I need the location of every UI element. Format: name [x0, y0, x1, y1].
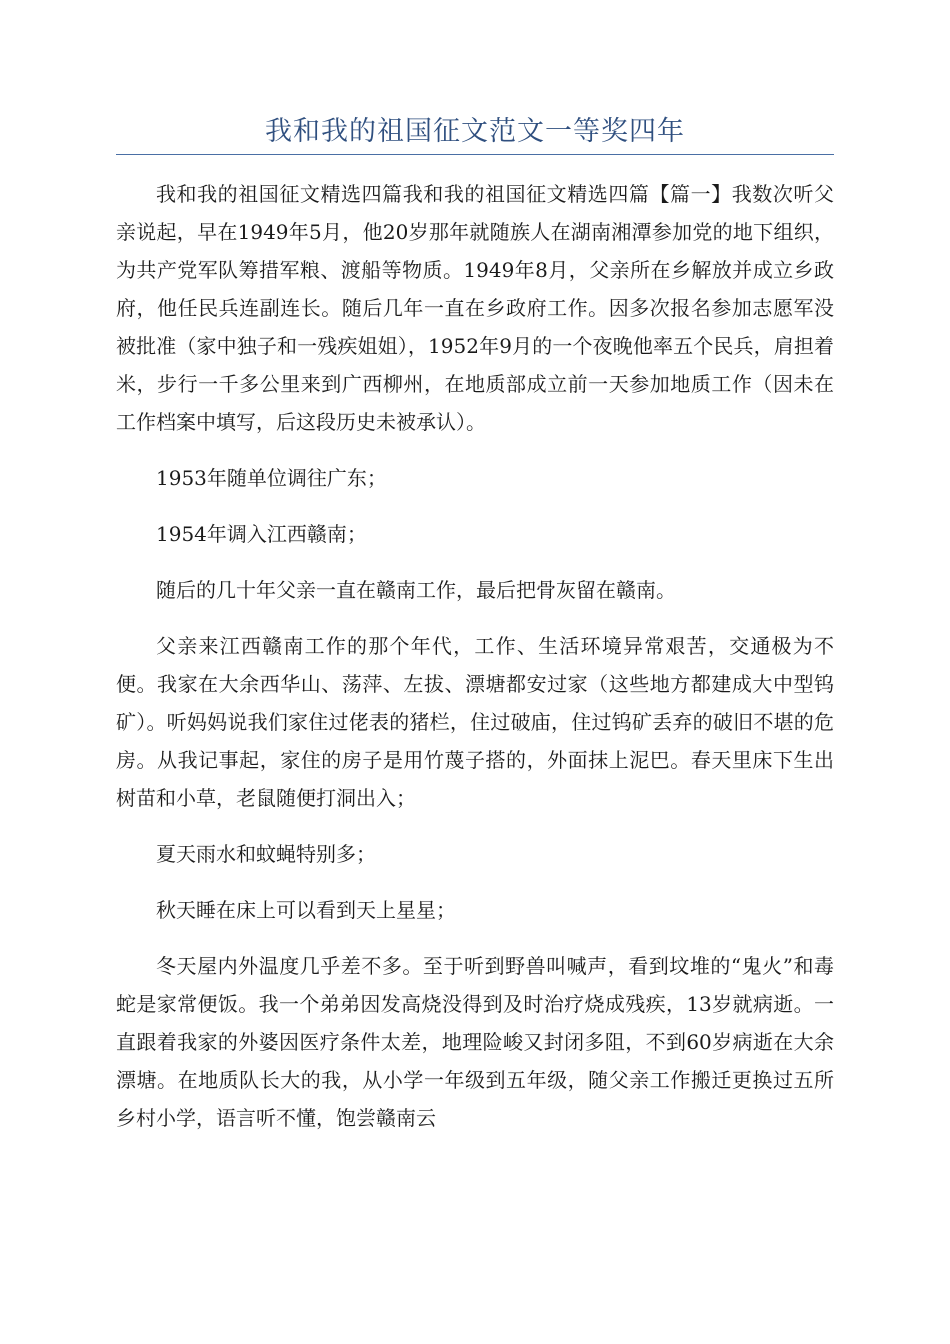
- title-underline: [116, 154, 834, 155]
- paragraph: 1953年随单位调往广东；: [156, 466, 387, 490]
- paragraph: 随后的几十年父亲一直在赣南工作，最后把骨灰留在赣南。: [156, 578, 676, 602]
- document-body: [116, 175, 834, 1155]
- paragraph: 夏天雨水和蚊蝇特别多；: [156, 842, 376, 866]
- paragraph: 父亲来江西赣南工作的那个年代，工作、生活环境异常艰苦，交通极为不便。我家在大余西华山、荡萍、左拔、漂塘都安过家（这些地方都建成大中型钨矿）。听妈妈说我们家住过佬表的猪栏，住过破庙，住过钨矿丢弃的破旧不堪的危房。从我记事起，家住的房子是用竹蔑子搭的，外面抹上泥巴。春天里床下生出树苗和小草，老鼠随便打洞出入；: [116, 634, 834, 810]
- paragraph: 冬天屋内外温度几乎差不多。至于听到野兽叫喊声，看到坟堆的“鬼火”和毒蛇是家常便饭。我一个弟弟因发高烧没得到及时治疗烧成残疾，13岁就病逝。一直跟着我家的外婆因医疗条件太差，地理险峻又封闭多阻，不到60岁病逝在大余漂塘。在地质队长大的我，从小学一年级到五年级，随父亲工作搬迁更换过五所乡村小学，语言听不懂，饱尝赣南云: [116, 954, 834, 1130]
- paragraph: 1954年调入江西赣南；: [156, 522, 367, 546]
- paragraph: 秋天睡在床上可以看到天上星星；: [156, 898, 456, 922]
- document-title: 我和我的祖国征文范文一等奖四年: [265, 116, 685, 147]
- paragraph: 我和我的祖国征文精选四篇我和我的祖国征文精选四篇【篇一】我数次听父亲说起，早在1949年5月，他20岁那年就随族人在湖南湘潭参加党的地下组织，为共产党军队筹措军粮、渡船等物质。1949年8月，父亲所在乡解放并成立乡政府，他任民兵连副连长。随后几年一直在乡政府工作。因多次报名参加志愿军没被批准（家中独子和一残疾姐姐），1952年9月的一个夜晚他率五个民兵，肩担着米，步行一千多公里来到广西柳州，在地质部成立前一天参加地质工作（因未在工作档案中填写，后这段历史未被承认）。: [116, 182, 834, 434]
